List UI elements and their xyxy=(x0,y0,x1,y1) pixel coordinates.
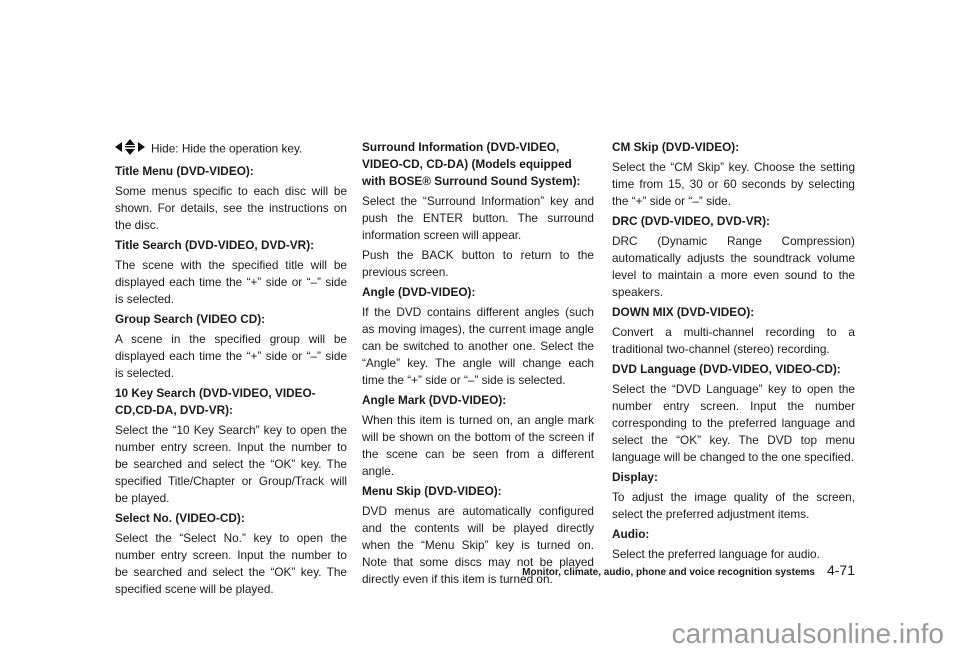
paragraph: Some menus specific to each disc will be shown. For details, see the instructions on the disc. xyxy=(115,184,347,232)
paragraph: Select the “10 Key Search” key to open the number entry screen. Input the number to be searched and select the “OK” key. The specified Title/Chapter or Group/Track will be played. xyxy=(115,423,347,505)
paragraph: If the DVD contains different angles (such as moving images), the current image angle can be switched to another one. Select the “Angle” key. The angle will change each time the “+” side or “–” side is selected. xyxy=(362,305,594,387)
section-heading: DRC (DVD-VIDEO, DVD-VR): xyxy=(612,214,770,228)
section-heading: Angle Mark (DVD-VIDEO): xyxy=(362,393,507,407)
section-heading: DVD Language (DVD-VIDEO, VIDEO-CD): xyxy=(612,362,841,376)
section-heading: Group Search (VIDEO CD): xyxy=(115,312,266,326)
section-heading: 10 Key Search (DVD-VIDEO, VIDEO-CD,CD-DA, DVD-VR): xyxy=(115,386,316,417)
section-heading: Audio: xyxy=(612,527,650,541)
hide-item xyxy=(115,139,347,160)
paragraph: The scene with the specified title will be displayed each time the “+” side or “–” side is selected. xyxy=(115,258,347,306)
section-title: Monitor, climate, audio, phone and voice recognition systems xyxy=(522,567,815,578)
column-left xyxy=(115,139,347,601)
watermark: carmanualsonline.info xyxy=(671,618,944,649)
column-middle xyxy=(362,139,594,591)
direction-arrows-icon xyxy=(115,139,145,160)
paragraph: Select the preferred language for audio. xyxy=(612,547,820,561)
paragraph: DVD menus are automatically configured and the contents will be played directly when the “Menu Skip” key is turned on. Note that some discs may not be played directly even if this item is turned on. xyxy=(362,504,594,586)
section-heading: DOWN MIX (DVD-VIDEO): xyxy=(612,305,755,319)
section-heading: Surround Information (DVD-VIDEO, VIDEO-CD, CD-DA) (Models equipped with BOSE® Surround Sound System): xyxy=(362,140,581,188)
section-heading: Select No. (VIDEO-CD): xyxy=(115,511,245,525)
paragraph: To adjust the image quality of the screen, select the preferred adjustment items. xyxy=(612,490,855,521)
paragraph: Select the “Surround Information” key and push the ENTER button. The surround information screen will appear. xyxy=(362,194,594,242)
column-right xyxy=(612,139,855,566)
section-heading: Title Search (DVD-VIDEO, DVD-VR): xyxy=(115,238,315,252)
hide-text: Hide: Hide the operation key. xyxy=(151,141,303,156)
section-heading: Display: xyxy=(612,470,658,484)
paragraph: Push the BACK button to return to the previous screen. xyxy=(362,248,594,279)
page-number: 4-71 xyxy=(826,562,855,578)
paragraph: Select the “Select No.” key to open the number entry screen. Input the number to be searched and select the “OK” key. The specified scene will be played. xyxy=(115,531,347,596)
section-heading: Title Menu (DVD-VIDEO): xyxy=(115,164,254,178)
paragraph: Select the “DVD Language” key to open the number entry screen. Input the number corresponding to the preferred language and select the “OK” key. The DVD top menu language will be changed to the one specified. xyxy=(612,382,855,464)
paragraph: DRC (Dynamic Range Compression) automatically adjusts the soundtrack volume level to maintain a more even sound to the speakers. xyxy=(612,234,855,299)
section-heading: Menu Skip (DVD-VIDEO): xyxy=(362,484,502,498)
paragraph: Convert a multi-channel recording to a traditional two-channel (stereo) recording. xyxy=(612,325,855,356)
section-heading: Angle (DVD-VIDEO): xyxy=(362,285,476,299)
section-heading: CM Skip (DVD-VIDEO): xyxy=(612,140,740,154)
paragraph: When this item is turned on, an angle mark will be shown on the bottom of the screen if the scene can be seen from a different angle. xyxy=(362,413,594,478)
page-footer xyxy=(522,562,855,578)
paragraph: A scene in the specified group will be displayed each time the “+” side or “–” side is selected. xyxy=(115,332,347,380)
paragraph: Select the “CM Skip” key. Choose the setting time from 15, 30 or 60 seconds by selecting the “+” side or “–” side. xyxy=(612,160,855,208)
